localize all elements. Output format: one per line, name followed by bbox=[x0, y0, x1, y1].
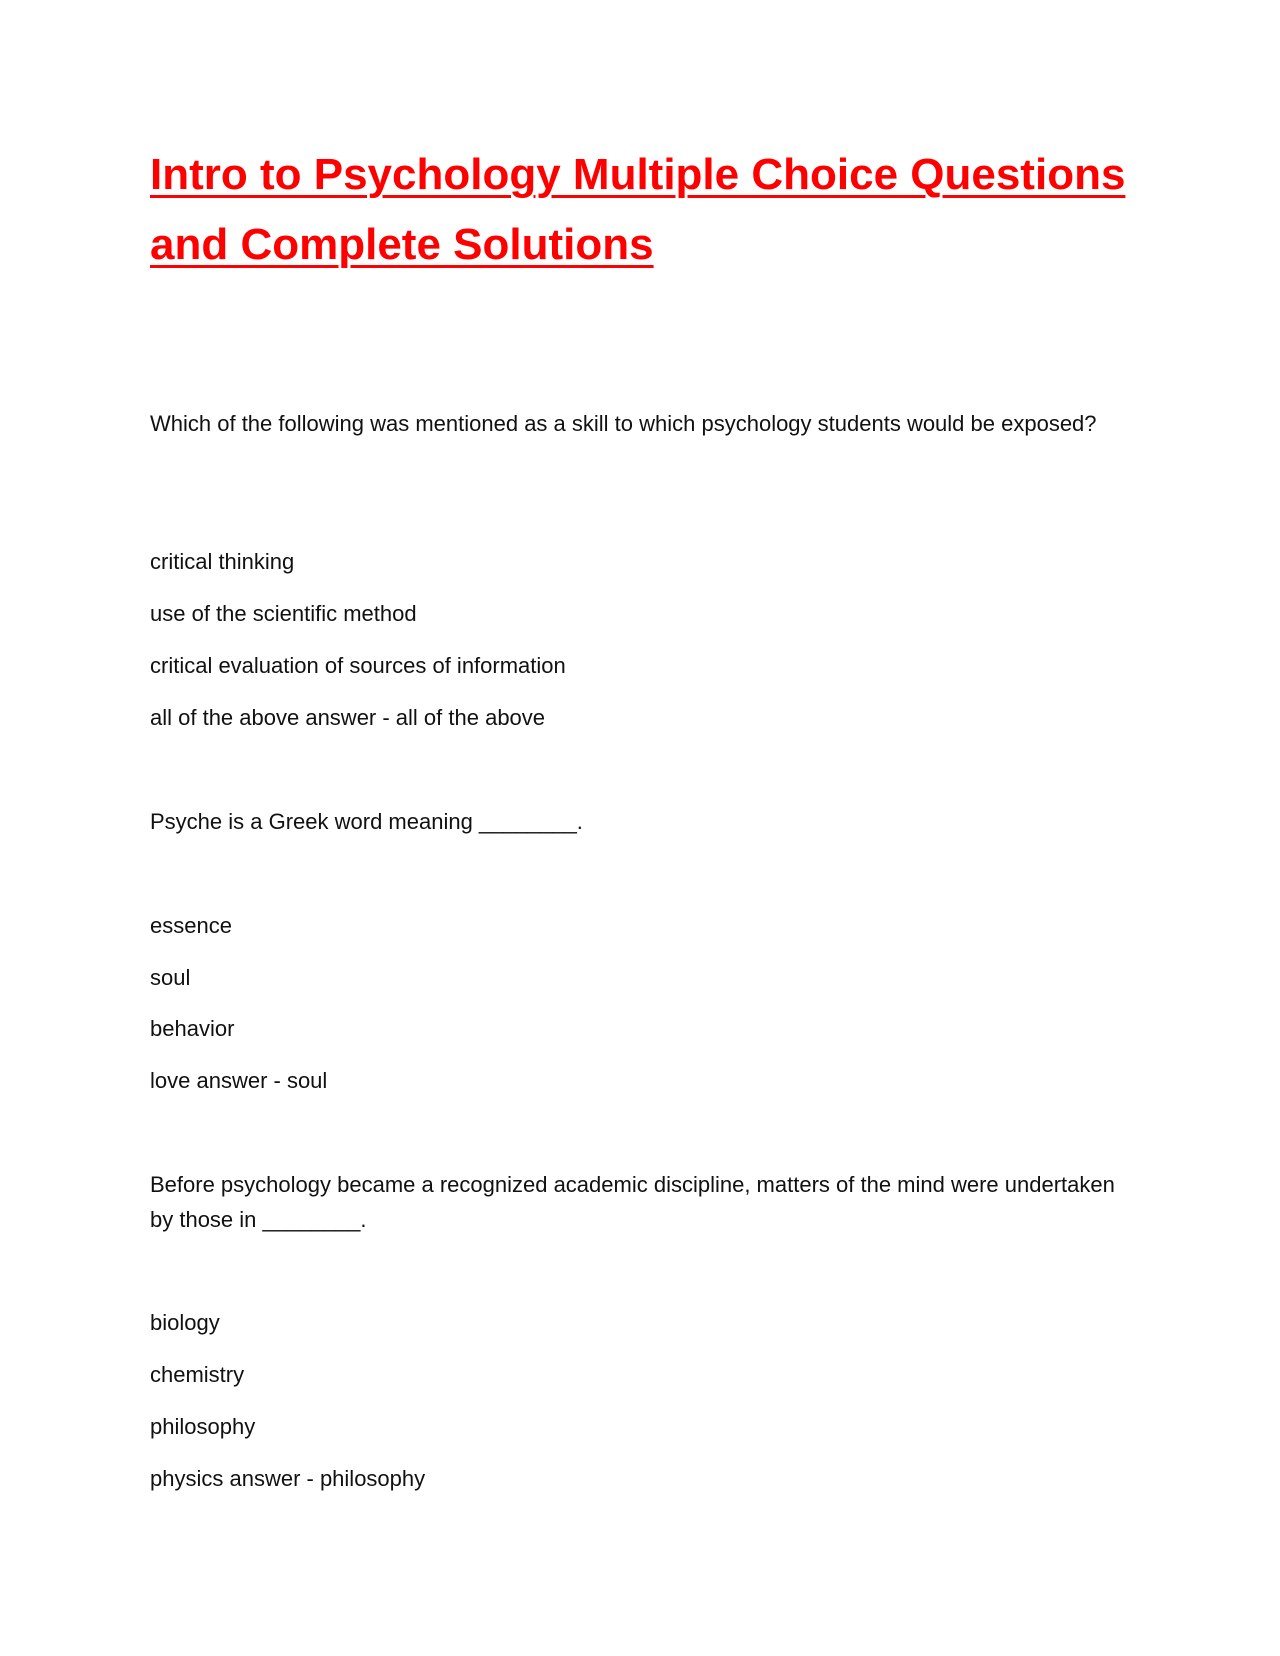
document-title: Intro to Psychology Multiple Choice Questions and Complete Solutions bbox=[150, 150, 1126, 269]
question-text: Which of the following was mentioned as a skill to which psychology students would be exposed? bbox=[150, 411, 1097, 436]
question-text: Psyche is a Greek word meaning ________. bbox=[150, 809, 583, 834]
answer-option-with-solution: physics answer - philosophy bbox=[150, 1466, 426, 1491]
answer-option: critical evaluation of sources of information bbox=[150, 653, 566, 678]
document-page bbox=[150, 140, 1140, 280]
question-text: Before psychology became a recognized academic discipline, matters of the mind were undertaken by those in ________. bbox=[150, 1172, 1115, 1232]
answer-option: philosophy bbox=[150, 1414, 256, 1439]
question-block-3 bbox=[150, 1167, 1140, 1491]
answer-option-with-solution: love answer - soul bbox=[150, 1068, 328, 1093]
answer-option: essence bbox=[150, 913, 232, 938]
answer-option: soul bbox=[150, 965, 191, 990]
question-block-1 bbox=[150, 406, 1140, 730]
question-block-2 bbox=[150, 804, 1140, 1093]
answer-option-with-solution: all of the above answer - all of the above bbox=[150, 705, 546, 730]
answer-option: chemistry bbox=[150, 1362, 245, 1387]
answer-option: use of the scientific method bbox=[150, 601, 417, 626]
answer-option: biology bbox=[150, 1310, 220, 1335]
answer-option: behavior bbox=[150, 1016, 235, 1041]
answer-option: critical thinking bbox=[150, 549, 295, 574]
